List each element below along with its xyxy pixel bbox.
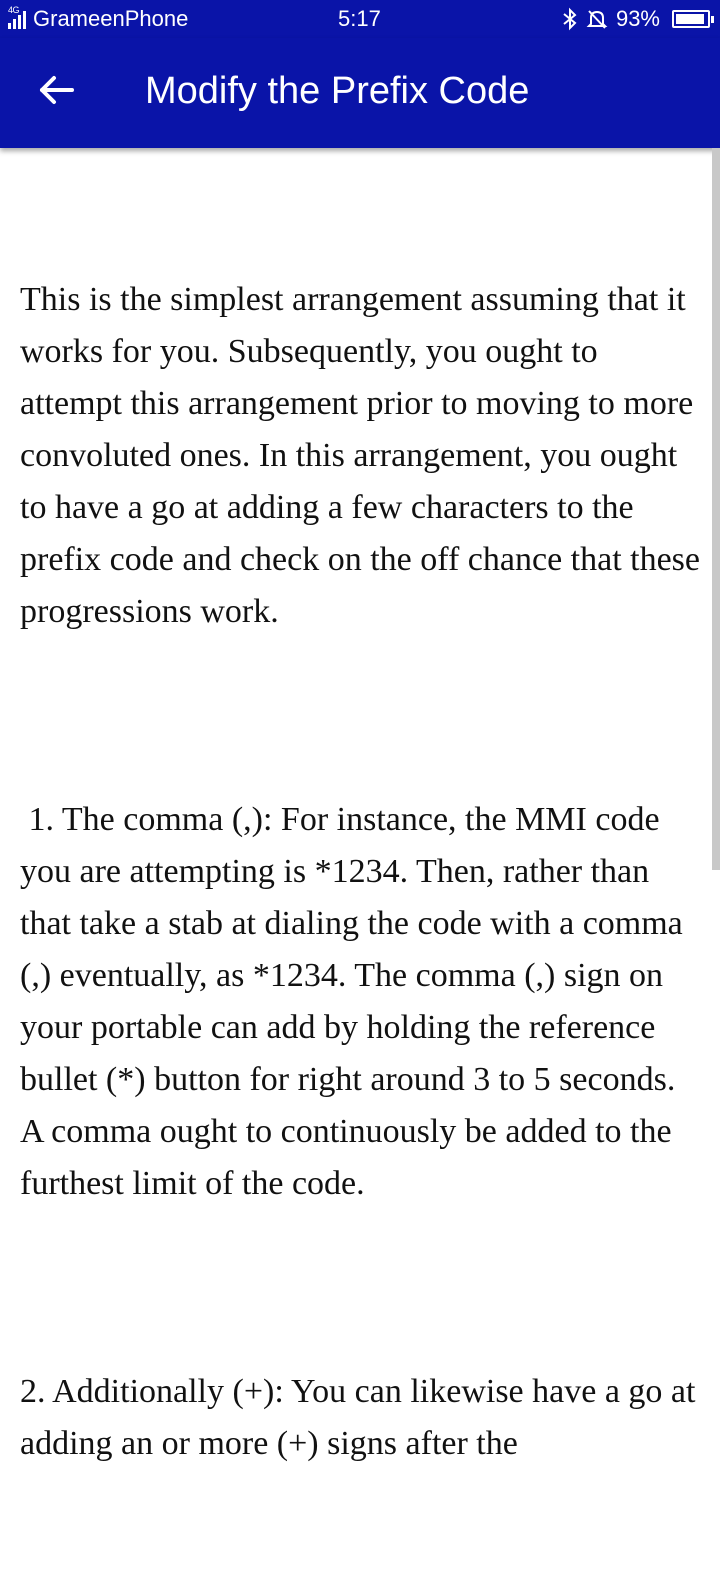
status-left xyxy=(8,6,188,32)
scrollbar[interactable] xyxy=(712,148,720,1280)
battery-percent: 93% xyxy=(615,6,660,31)
app-bar xyxy=(0,38,720,148)
bluetooth-icon xyxy=(562,8,578,30)
battery-icon xyxy=(672,10,710,28)
signal-icon xyxy=(8,5,28,29)
paragraph-comma: 1. The comma (,): For instance, the MMI code you are attempting is *1234. Then, rather than that take a stab at dialing the code with a comma (,) eventually, as *1234. The comma (,) sign on your portable can add by holding the reference bullet (*) button for right around 3 to 5 seconds. A comma ought to continuously be added to the furthest limit of the code. xyxy=(20,801,692,1202)
article-body xyxy=(0,148,712,1462)
back-button[interactable] xyxy=(26,60,86,120)
status-bar xyxy=(0,0,720,38)
arrow-left-icon xyxy=(36,70,76,110)
status-time: 5:17 xyxy=(338,6,381,31)
status-right xyxy=(562,6,710,32)
paragraph-plus: 2. Additionally (+): You can likewise have a go at adding an or more (+) signs after the xyxy=(20,1373,704,1462)
carrier-name: GrameenPhone xyxy=(33,6,189,31)
page-title: Modify the Prefix Code xyxy=(145,70,530,112)
paragraph-intro: This is the simplest arrangement assuming that it works for you. Subsequently, you ought to attempt this arrangement prior to moving to more convoluted ones. In this arrangement, you ought to have a go at adding a few characters to the prefix code and check on the off chance that these progressions work. xyxy=(20,281,709,630)
network-type: 4G xyxy=(8,5,20,15)
battery-fill xyxy=(676,14,704,24)
silent-bell-icon xyxy=(586,8,608,30)
scrollbar-thumb[interactable] xyxy=(712,148,720,870)
